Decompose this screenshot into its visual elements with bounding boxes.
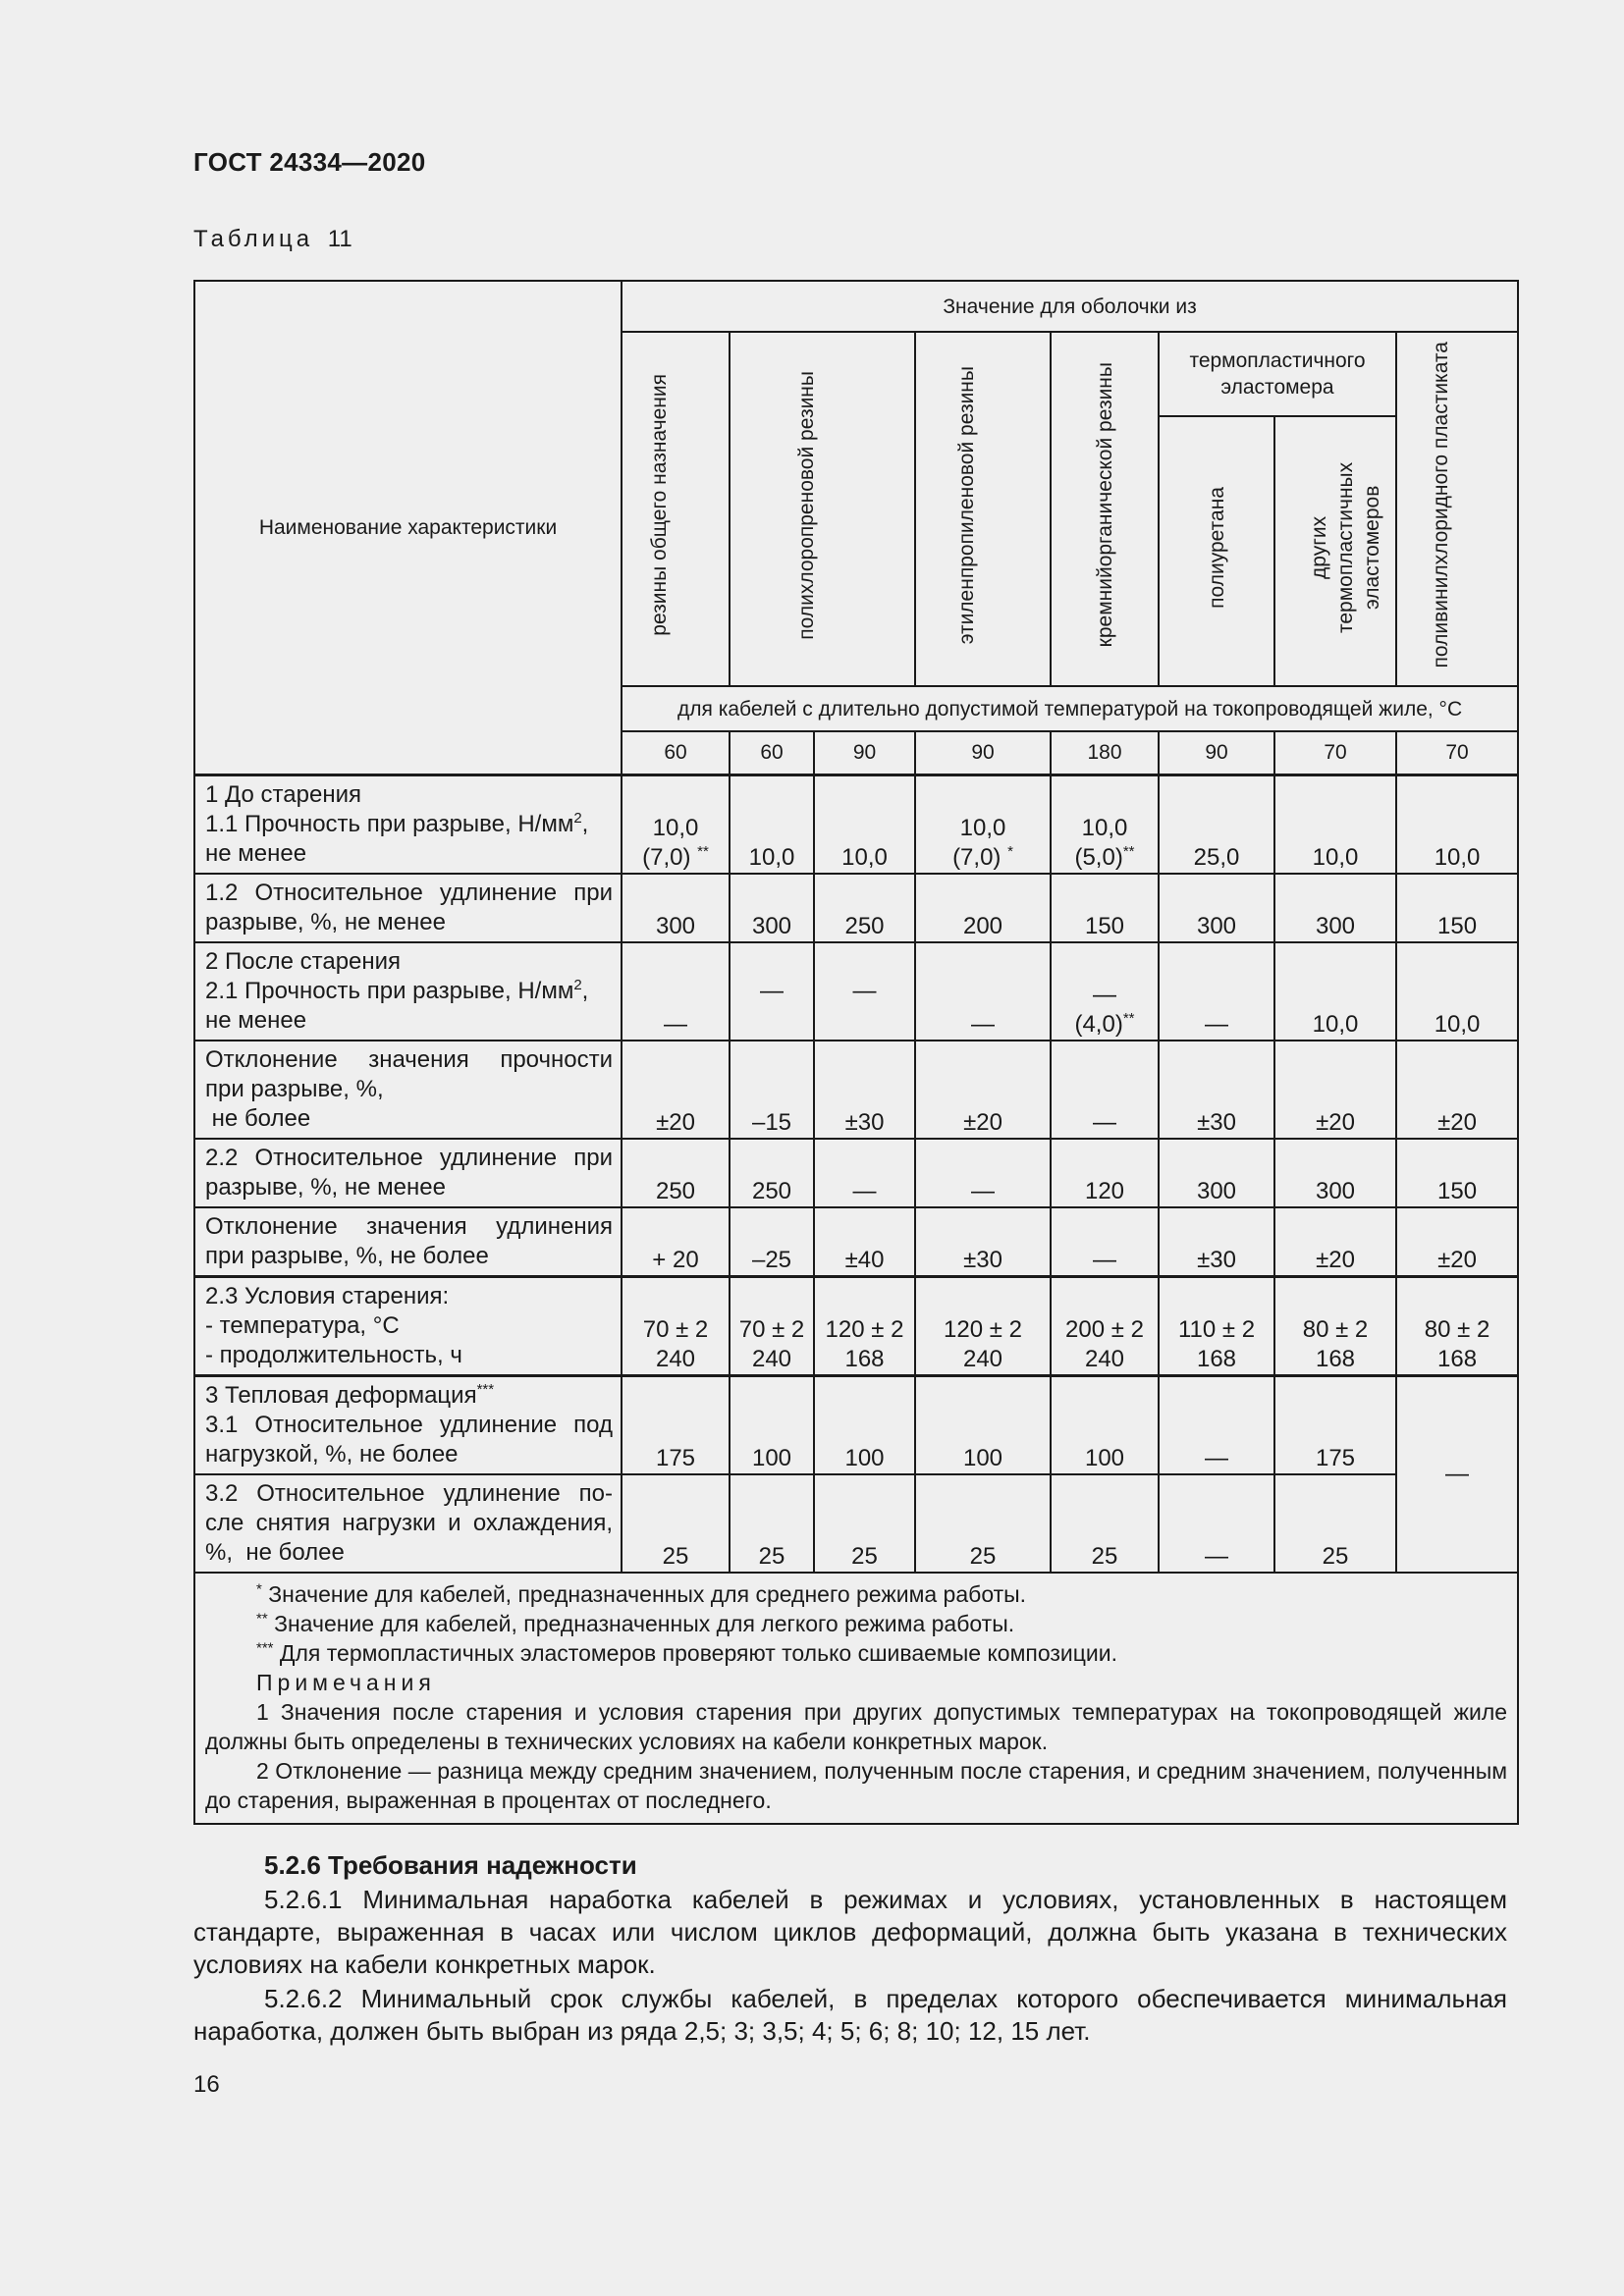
section-title: 5.2.6 Требования надежности — [264, 1850, 637, 1880]
value-cell: 25 — [915, 1474, 1051, 1573]
row-description: 2.2 Относительное удлинение при разрыве, %, не менее — [194, 1139, 622, 1207]
value-cell: 250 — [622, 1139, 730, 1207]
value-cell: 70 ± 2 240 — [730, 1276, 814, 1375]
table-row — [194, 1041, 1518, 1139]
col-pvc-label: поливинилхлоридного пластиката — [1430, 342, 1453, 668]
temp-value: 60 — [622, 731, 730, 774]
value-cell: 300 — [1274, 1139, 1396, 1207]
row-description: Отклонение значения удлинения при разрыве, %, не более — [194, 1207, 622, 1277]
value-cell: 100 — [1051, 1375, 1159, 1474]
col-header-general-rubber — [622, 332, 730, 686]
table-row — [194, 1276, 1518, 1375]
table-row — [194, 1474, 1518, 1573]
value-cell: 25 — [622, 1474, 730, 1573]
value-cell: — — [622, 942, 730, 1041]
row-8-line-3: %, не более — [205, 1538, 345, 1566]
table-caption — [193, 226, 352, 253]
value-cell: 10,0 (7,0) * — [915, 774, 1051, 874]
footnote: ** Значение для кабелей, предназначенных для легкого режима работы. — [256, 1609, 1015, 1636]
value-cell: ±40 — [814, 1207, 915, 1277]
value-cell: 300 — [1159, 874, 1274, 942]
value-cell: 10,0 (7,0) ** — [622, 774, 730, 874]
value-cell: ±30 — [1159, 1041, 1274, 1139]
value-cell: ±30 — [1159, 1207, 1274, 1277]
table-row — [194, 1207, 1518, 1277]
table-row — [194, 942, 1518, 1041]
table-row — [194, 774, 1518, 874]
value-cell: — — [1051, 1207, 1159, 1277]
value-cell: 120 — [1051, 1139, 1159, 1207]
value-cell: 25 — [814, 1474, 915, 1573]
value-cell: 25 — [1274, 1474, 1396, 1573]
value-cell: ±20 — [1396, 1041, 1518, 1139]
value-cell: 10,0 (5,0)** — [1051, 774, 1159, 874]
row-7-line-2: 3.1 Относительное удлинение под — [205, 1411, 613, 1438]
table-caption-number: 11 — [327, 226, 352, 252]
value-cell: 150 — [1396, 1139, 1518, 1207]
value-cell: 300 — [622, 874, 730, 942]
value-cell: ±20 — [1274, 1207, 1396, 1277]
row-description: 2.3 Условия старения: - температура, °С - продолжительность, ч — [194, 1276, 622, 1375]
value-cell: ±30 — [915, 1207, 1051, 1277]
table-notes — [194, 1573, 1518, 1824]
col-polychloroprene-label: полихлоропреновой резины — [794, 370, 818, 640]
value-cell: 150 — [1396, 874, 1518, 942]
note-item: 1 Значения после старения и условия старения при других допустимых температурах на токопроводящей жиле должны быть определены в технических условиях на кабели конкретных марок. — [205, 1698, 1508, 1754]
section-paragraph: 5.2.6.2 Минимальный срок службы кабелей, в пределах которого обеспечивается минимальная наработка, должен быть выбран из ряда 2,5; 3; 3,5; 4; 5; 6; 8; 10; 12, 15 лет. — [193, 1984, 1507, 2046]
value-cell: 10,0 — [730, 774, 814, 874]
row-8-line-1: 3.2 Относительное удлинение по- — [205, 1479, 613, 1507]
col-header-polyurethane — [1159, 416, 1274, 686]
value-cell: 10,0 — [1396, 942, 1518, 1041]
value-cell: — — [1159, 942, 1274, 1041]
temp-value: 70 — [1274, 731, 1396, 774]
name-column-header: Наименование характеристики — [194, 281, 622, 774]
row-7-line-3: нагрузкой, %, не более — [205, 1440, 459, 1468]
value-cell: + 20 — [622, 1207, 730, 1277]
value-cell: ±20 — [1396, 1207, 1518, 1277]
value-cell: 300 — [730, 874, 814, 942]
footnote: *** Для термопластичных эластомеров проверяют только сшиваемые композиции. — [256, 1638, 1118, 1666]
row-3-line-2: при разрыве, %, — [205, 1075, 384, 1102]
value-cell: 10,0 — [1396, 774, 1518, 874]
value-cell: 250 — [730, 1139, 814, 1207]
value-cell: — — [1159, 1474, 1274, 1573]
table-row — [194, 874, 1518, 942]
temp-value: 90 — [814, 731, 915, 774]
temperature-header: для кабелей с длительно допустимой температурой на токопроводящей жиле, °С — [622, 686, 1518, 731]
row-description — [194, 1474, 622, 1573]
value-cell: 10,0 — [1274, 774, 1396, 874]
row-3-line-3: не более — [205, 1104, 311, 1132]
col-header-silicone — [1051, 332, 1159, 686]
value-cell: 100 — [814, 1375, 915, 1474]
col-silicone-label: кремнийорганической резины — [1093, 362, 1116, 648]
value-cell: 175 — [622, 1375, 730, 1474]
table-notes-row — [194, 1573, 1518, 1824]
notes-title: Примечания — [256, 1669, 436, 1695]
value-cell: — — [730, 942, 814, 1041]
col-general-label: резины общего назначения — [648, 374, 671, 636]
row-3-line-1: Отклонение значения прочности — [205, 1045, 613, 1073]
value-cell: 25 — [730, 1474, 814, 1573]
document-header: ГОСТ 24334—2020 — [193, 147, 426, 177]
row-description — [194, 774, 622, 874]
value-cell: ±20 — [915, 1041, 1051, 1139]
value-cell: — — [915, 942, 1051, 1041]
row-2-line-2: 2.1 Прочность при разрыве, $Н/мм^2$, — [205, 976, 589, 1004]
value-cell: 25,0 — [1159, 774, 1274, 874]
value-cell: — — [814, 1139, 915, 1207]
row-description — [194, 942, 622, 1041]
value-cell: 120 ± 2 240 — [915, 1276, 1051, 1375]
col-header-pvc — [1396, 332, 1518, 686]
value-cell: — — [1396, 1375, 1518, 1573]
reliability-section — [193, 1849, 1507, 2050]
value-cell: — — [915, 1139, 1051, 1207]
value-cell: 250 — [814, 874, 915, 942]
col-ethylenepropylene-label: этиленпропиленовой резины — [955, 365, 978, 645]
row-description — [194, 1041, 622, 1139]
section-paragraph: 5.2.6.1 Минимальная наработка кабелей в режимах и условиях, установленных в настоящем стандарте, выраженная в часах или числом циклов деформаций, должна быть указана в технических условиях на кабели конкретных марок. — [193, 1885, 1507, 1979]
temp-value: 180 — [1051, 731, 1159, 774]
col-header-other-tpe — [1274, 416, 1396, 686]
col-polyurethane-label: полиуретана — [1205, 486, 1228, 609]
row-description — [194, 1375, 622, 1474]
footnote: * Значение для кабелей, предназначенных для среднего режима работы. — [256, 1579, 1027, 1607]
value-cell: –25 — [730, 1207, 814, 1277]
row-2-line-1: 2 После старения — [205, 947, 402, 975]
value-cell: 100 — [730, 1375, 814, 1474]
page-number: 16 — [193, 2071, 220, 2098]
value-cell: 80 ± 2 168 — [1396, 1276, 1518, 1375]
value-cell: 175 — [1274, 1375, 1396, 1474]
group-header: Значение для оболочки из — [622, 281, 1518, 332]
table-caption-label: Таблица — [193, 226, 314, 252]
value-cell: 150 — [1051, 874, 1159, 942]
row-description: 1.2 Относительное удлинение при разрыве, %, не менее — [194, 874, 622, 942]
temp-value: 60 — [730, 731, 814, 774]
value-cell: ±20 — [1274, 1041, 1396, 1139]
value-cell: 300 — [1159, 1139, 1274, 1207]
value-cell: 200 — [915, 874, 1051, 942]
value-cell: 100 — [915, 1375, 1051, 1474]
temp-value: 70 — [1396, 731, 1518, 774]
note-item: 2 Отклонение — разница между средним значением, полученным после старения, и средним значением, полученным до старения, выраженная в процентах от последнего. — [205, 1757, 1508, 1813]
value-cell: 25 — [1051, 1474, 1159, 1573]
value-cell: 10,0 — [1274, 942, 1396, 1041]
value-cell: — — [814, 942, 915, 1041]
thermoplastic-group-header: термопластичного эластомера — [1159, 332, 1396, 416]
value-cell: 10,0 — [814, 774, 915, 874]
row-2-line-3: не менее — [205, 1006, 307, 1034]
table-row — [194, 1139, 1518, 1207]
row-8-line-2: сле снятия нагрузки и охлаждения, — [205, 1509, 613, 1536]
value-cell: ±20 — [622, 1041, 730, 1139]
row-7-line-1: 3 Тепловая деформация*** — [205, 1380, 495, 1409]
value-cell: — — [1159, 1375, 1274, 1474]
value-cell: 80 ± 2 168 — [1274, 1276, 1396, 1375]
properties-table — [193, 280, 1519, 1825]
value-cell: — (4,0)** — [1051, 942, 1159, 1041]
row-0-line-3: не менее — [205, 839, 307, 867]
temp-value: 90 — [1159, 731, 1274, 774]
row-0-line-2: 1.1 Прочность при разрыве, $Н/мм^2$, — [205, 809, 589, 837]
temp-value: 90 — [915, 731, 1051, 774]
value-cell: 200 ± 2 240 — [1051, 1276, 1159, 1375]
value-cell: 120 ± 2 168 — [814, 1276, 915, 1375]
value-cell: 70 ± 2 240 — [622, 1276, 730, 1375]
value-cell: –15 — [730, 1041, 814, 1139]
row-0-line-1: 1 До старения — [205, 780, 361, 808]
table-row — [194, 1375, 1518, 1474]
col-header-ethylene-propylene — [915, 332, 1051, 686]
col-header-polychloroprene — [730, 332, 915, 686]
col-other-tpe-label: других термопластичных эластомеров — [1308, 461, 1383, 633]
value-cell: — — [1051, 1041, 1159, 1139]
value-cell: 110 ± 2 168 — [1159, 1276, 1274, 1375]
value-cell: ±30 — [814, 1041, 915, 1139]
value-cell: 300 — [1274, 874, 1396, 942]
